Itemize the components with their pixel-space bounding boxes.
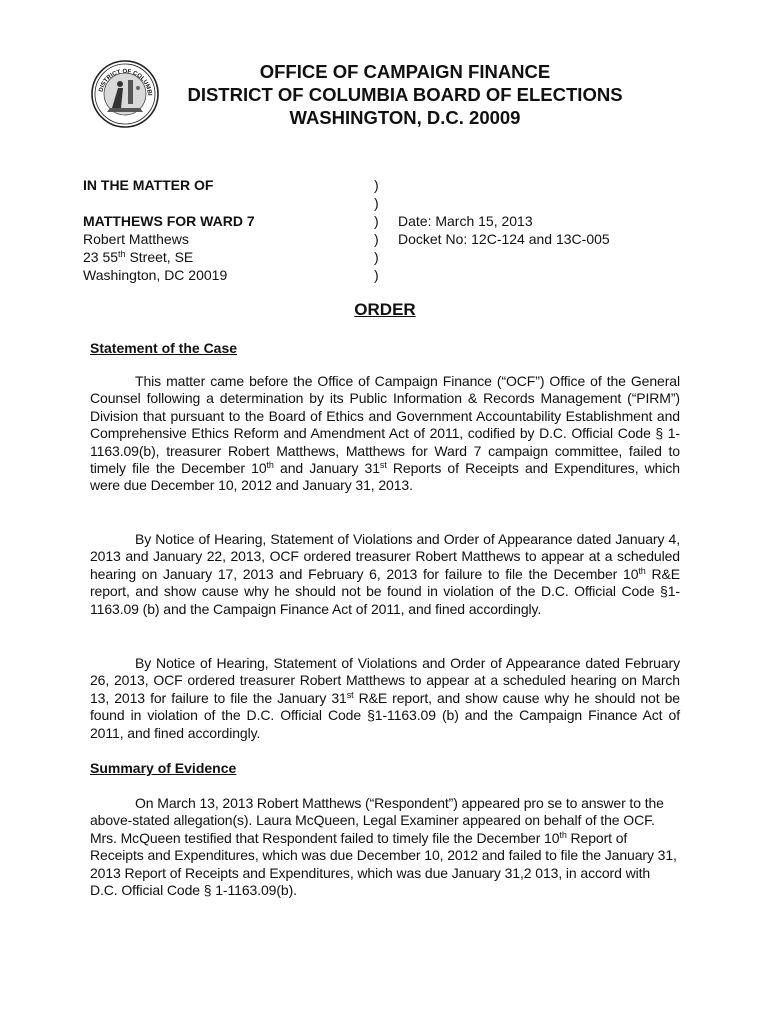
caption-details [398, 212, 698, 248]
caption-parentheses: ) ) ) ) ) ) [374, 177, 379, 283]
evidence-paragraph-1: On March 13, 2013 Robert Matthews (“Respondent”) appeared pro se to answer to the above-stated allegation(s). Laura McQueen, Legal Examiner appeared on behalf of the OCF. Mrs. McQueen testified that Respondent failed to timely file the December 10th Report of Receipts and Expenditures, which was due December 10, 2012 and failed to file the January 31, 2013 Report of Receipts and Expenditures, which was due January 31,2 013, in accord with D.C. Official Code § 1-1163.09(b). [90, 795, 677, 899]
treasurer-name: Robert Matthews [83, 231, 189, 247]
header-line-3: WASHINGTON, D.C. 20009 [289, 107, 521, 128]
caption-parties [83, 176, 363, 284]
statement-heading: Statement of the Case [90, 340, 238, 356]
street-address: 23 55th Street, SE [83, 249, 194, 265]
header-line-1: OFFICE OF CAMPAIGN FINANCE [259, 61, 551, 82]
header-line-2: DISTRICT OF COLUMBIA BOARD OF ELECTIONS [187, 84, 623, 105]
evidence-heading: Summary of Evidence [90, 760, 237, 776]
order-date: Date: March 15, 2013 [398, 213, 533, 229]
statement-paragraph-1: This matter came before the Office of Campaign Finance (“OCF”) Office of the General Counsel following a determination by its Public Information & Records Management (“PIRM”) Division that pursuant to the Board of Ethics and Government Accountability Establishment and Comprehensive Ethics Reform and Amendment Act of 2011, codified by D.C. Official Code § 1-1163.09(b), treasurer Robert Matthews, Matthews for Ward 7 campaign committee, failed to timely file the December 10th and January 31st Reports of Receipts and Expenditures, which were due December 10, 2012 and January 31, 2013. [90, 373, 680, 494]
statement-paragraph-3: By Notice of Hearing, Statement of Violations and Order of Appearance dated February 26, 2013, OCF ordered treasurer Robert Matthews to appear at a scheduled hearing on March 13, 2013 for failure to file the January 31st R&E report, and show cause why he should not be found in violation of the D.C. Official Code §1-1163.09 (b) and the Campaign Finance Act of 2011, and fined accordingly. [90, 655, 680, 741]
statement-paragraph-2: By Notice of Hearing, Statement of Violations and Order of Appearance dated January 4, 2013 and January 22, 2013, OCF ordered treasurer Robert Matthews to appear at a scheduled hearing on January 17, 2013 and February 6, 2013 for failure to file the December 10th R&E report, and show cause why he should not be found in violation of the D.C. Official Code §1-1163.09 (b) and the Campaign Finance Act of 2011, and fined accordingly. [90, 531, 680, 617]
order-title: ORDER [354, 300, 416, 319]
city-address: Washington, DC 20019 [83, 267, 228, 283]
svg-text:DISTRICT OF COLUMBIA: DISTRICT OF COLUMBI [98, 68, 153, 96]
docket-number: Docket No: 12C-124 and 13C-005 [398, 231, 610, 247]
office-header [150, 60, 660, 129]
committee-name: MATTHEWS FOR WARD 7 [83, 213, 255, 229]
matter-label: IN THE MATTER OF [83, 177, 214, 193]
